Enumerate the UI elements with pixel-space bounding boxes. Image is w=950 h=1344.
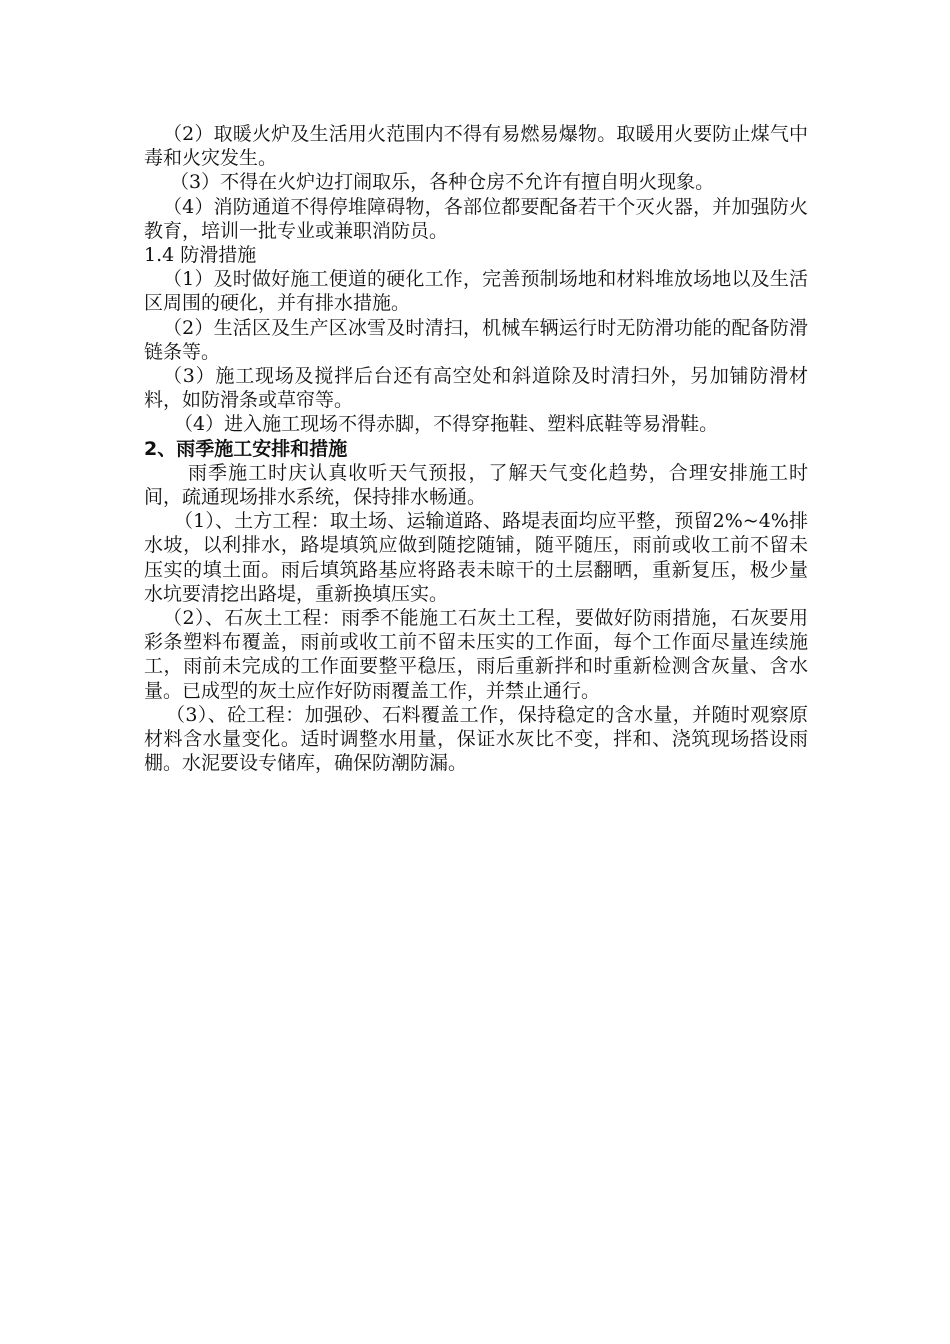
paragraph-road-hardening: （1）及时做好施工便道的硬化工作，完善预制场地和材料堆放场地以及生活区周围的硬化，并有排水措施。 xyxy=(144,268,808,315)
paragraph-fire-passage: （4）消防通道不得停堆障碍物，各部位都要配备若干个灭火器，并加强防火教育，培训一批专业或兼职消防员。 xyxy=(144,195,808,242)
section-heading-rainy-season: 2、雨季施工安排和措施 xyxy=(144,437,348,460)
paragraph-earthwork: （1）、土方工程：取土场、运输道路、路堤表面均应平整，预留2%~4%排水坡，以利排水，路堤填筑应做到随挖随铺，随平随压，雨前或收工前不留未压实的填土面。雨后填筑路基应将路表未晾干的土层翻晒，重新复压，极少量水坑要清挖出路堤，重新换填压实。 xyxy=(144,510,808,605)
paragraph-snow-clearing: （2）生活区及生产区冰雪及时清扫，机械车辆运行时无防滑功能的配备防滑链条等。 xyxy=(144,316,808,363)
paragraph-no-barefoot: （4）进入施工现场不得赤脚，不得穿拖鞋、塑料底鞋等易滑鞋。 xyxy=(174,413,719,436)
paragraph-anti-slip-material: （3）施工现场及搅拌后台还有高空处和斜道除及时清扫外，另加铺防滑材料，如防滑条或草帘等。 xyxy=(144,365,808,412)
paragraph-weather-forecast: 雨季施工时庆认真收听天气预报，了解天气变化趋势，合理安排施工时间，疏通现场排水系统，保持排水畅通。 xyxy=(144,461,808,509)
document-body xyxy=(144,122,808,775)
paragraph-no-horseplay: （3）不得在火炉边打闹取乐，各种仓房不允许有擅自明火现象。 xyxy=(170,171,715,194)
paragraph-heating-fire-safety: （2）取暖火炉及生活用火范围内不得有易燃易爆物。取暖用火要防止煤气中毒和火灾发生。 xyxy=(144,123,808,170)
paragraph-concrete: （3）、砼工程：加强砂、石料覆盖工作，保持稳定的含水量，并随时观察原材料含水量变化。适时调整水用量，保证水灰比不变，拌和、浇筑现场搭设雨棚。水泥要设专储库，确保防潮防漏。 xyxy=(144,703,808,775)
subheading-anti-slip: 1.4 防滑措施 xyxy=(144,244,257,267)
paragraph-lime-soil: （2）、石灰土工程：雨季不能施工石灰土工程，要做好防雨措施，石灰要用彩条塑料布覆盖，雨前或收工前不留未压实的工作面，每个工作面尽量连续施工，雨前未完成的工作面要整平稳压，雨后重新拌和时重新检测含灰量、含水量。已成型的灰土应作好防雨覆盖工作，并禁止通行。 xyxy=(144,607,808,702)
